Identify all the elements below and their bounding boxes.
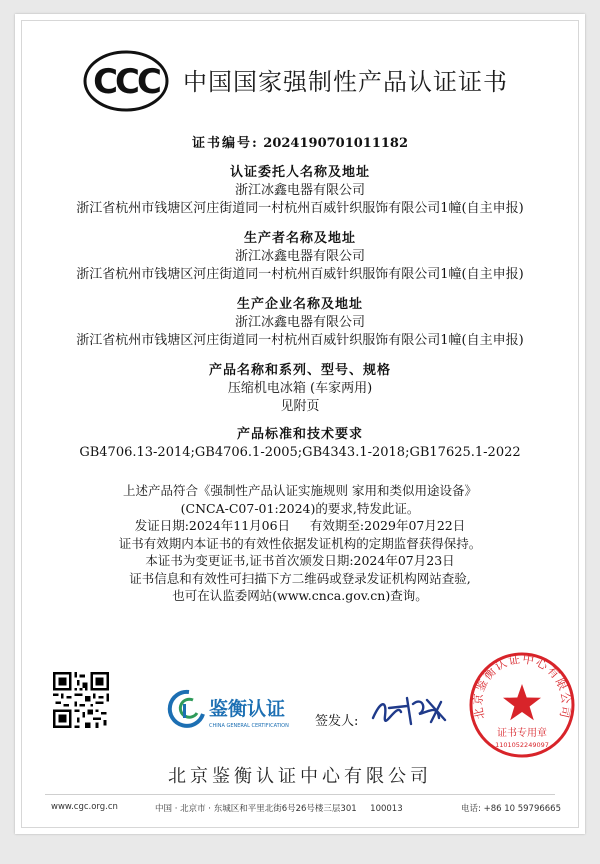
applicant-heading: 认证委托人名称及地址 (229, 165, 370, 180)
statement-line: 证书信息和有效性可扫描下方二维码或登录发证机构网站查验, (129, 570, 471, 586)
standards-list: GB4706.13-2014;GB4706.1-2005;GB4343.1-2018;GB17625.1-2022 (79, 445, 521, 460)
footer-divider (45, 794, 555, 795)
statement-line: 也可在认监委网站(www.cnca.gov.cn)查询。 (172, 588, 428, 603)
product-name: 压缩机电冰箱 (车家两用) (227, 381, 373, 396)
footer-address: 中国 · 北京市 · 东城区和平里北街6号26号楼三层301 100013 (155, 804, 403, 814)
svg-text:CCC: CCC (93, 62, 159, 102)
certificate-number-value: 2024190701011182 (263, 136, 409, 151)
manufacturer-name: 浙江冰鑫电器有限公司 (234, 249, 365, 264)
standards-section (15, 426, 585, 462)
product-models: 见附页 (280, 399, 320, 414)
certificate-number-label: 证书编号: (191, 136, 259, 151)
certificate-number (15, 132, 585, 151)
factory-address: 浙江省杭州市钱塘区河庄街道同一村杭州百威针织服饰有限公司1幢(自主申报) (76, 333, 524, 348)
standards-heading: 产品标准和技术要求 (236, 427, 363, 442)
svg-text:CHINA GENERAL CERTIFICATION: CHINA GENERAL CERTIFICATION (209, 723, 289, 729)
product-section (15, 362, 585, 416)
statement-line: 上述产品符合《强制性产品认证实施规则 家用和类似用途设备》 (123, 483, 477, 498)
footer-phone: 电话: +86 10 59796665 (461, 804, 561, 814)
official-seal (467, 650, 577, 760)
certificate-title: 中国国家强制性产品认证证书 (183, 68, 508, 96)
factory-section (15, 296, 585, 350)
svg-text:鉴衡认证: 鉴衡认证 (209, 698, 286, 720)
product-heading: 产品名称和系列、型号、规格 (208, 363, 391, 378)
manufacturer-address: 浙江省杭州市钱塘区河庄街道同一村杭州百威针织服饰有限公司1幢(自主申报) (76, 267, 524, 282)
applicant-name: 浙江冰鑫电器有限公司 (234, 183, 365, 198)
statement-line: (CNCA-C07-01:2024)的要求,特发此证。 (180, 500, 420, 516)
certificate-page (15, 14, 585, 834)
issuing-organization: 北京鉴衡认证中心有限公司 (168, 766, 432, 787)
cgc-logo (163, 686, 313, 732)
manufacturer-section (15, 230, 585, 284)
certification-statement (15, 482, 585, 605)
qr-code[interactable] (53, 672, 109, 728)
manufacturer-heading: 生产者名称及地址 (243, 231, 356, 246)
issue-and-expiry-dates: 发证日期:2024年11月06日 有效期至:2029年07月22日 (134, 518, 466, 533)
svg-text:北京鉴衡认证中心有限公司: 北京鉴衡认证中心有限公司 (470, 651, 574, 721)
factory-name: 浙江冰鑫电器有限公司 (234, 315, 365, 330)
signer-label: 签发人: (315, 714, 359, 729)
ccc-logo (83, 50, 169, 112)
footer-website[interactable]: www.cgc.org.cn (51, 802, 118, 812)
first-issue-date: 本证书为变更证书,证书首次颁发日期:2024年07月23日 (145, 553, 455, 568)
handwritten-signature (367, 690, 457, 730)
svg-text:证书专用章: 证书专用章 (497, 728, 547, 739)
applicant-address: 浙江省杭州市钱塘区河庄街道同一村杭州百威针织服饰有限公司1幢(自主申报) (76, 201, 524, 216)
applicant-section (15, 164, 585, 218)
svg-text:1101052249097: 1101052249097 (495, 741, 549, 749)
statement-line: 证书有效期内本证书的有效性依据发证机构的定期监督获得保持。 (118, 535, 482, 551)
factory-heading: 生产企业名称及地址 (236, 297, 363, 312)
